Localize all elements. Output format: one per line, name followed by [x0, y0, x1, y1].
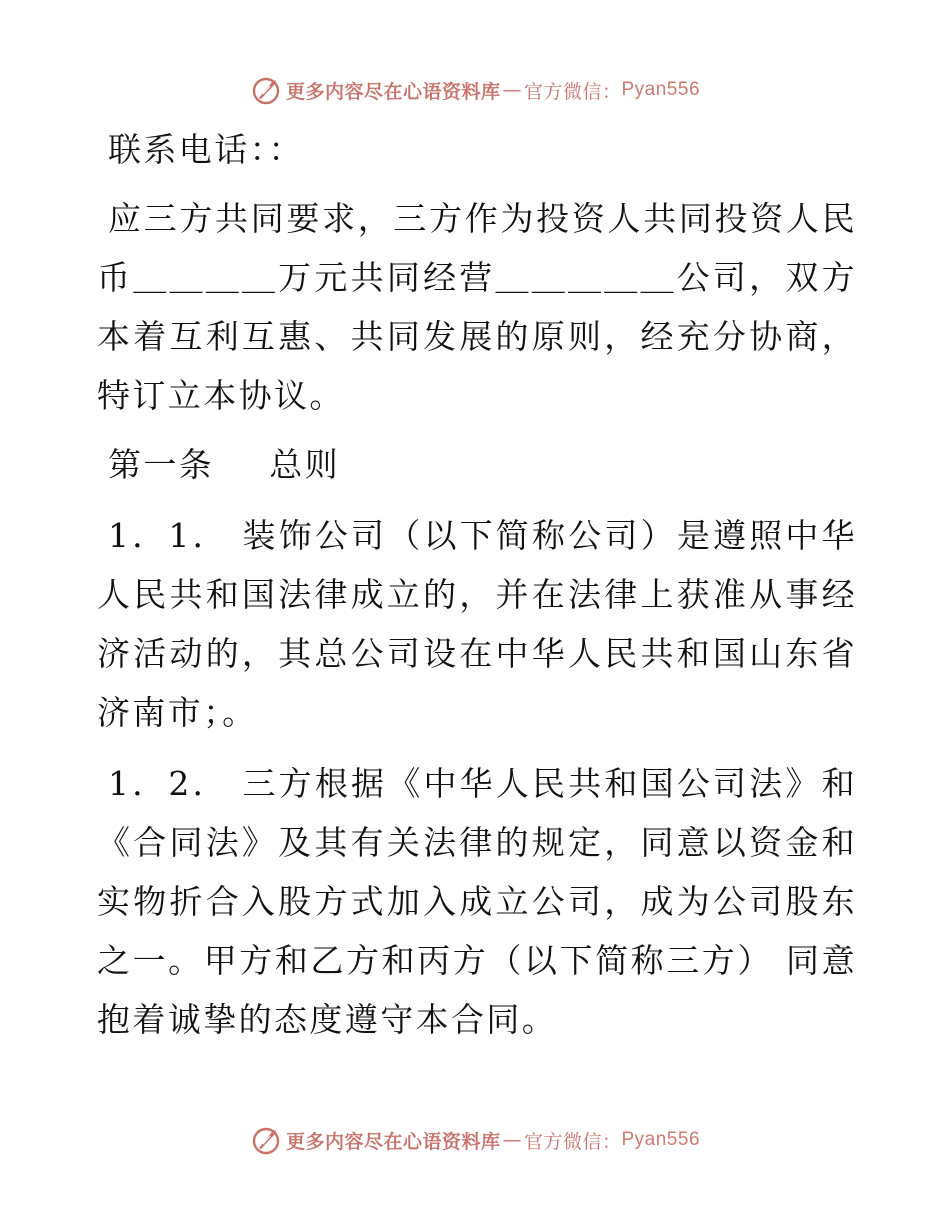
article-title: 总则	[269, 445, 341, 484]
intro-paragraph: 应三方共同要求，三方作为投资人共同投资人民币＿＿＿＿万元共同经营＿＿＿＿＿公司，双方本着互利互惠、共同发展的原则，经充分协商，特订立本协议。	[97, 199, 857, 415]
watermark-footer	[0, 1120, 950, 1160]
article-number: 第一条	[108, 445, 215, 484]
watermark-wechat-label: 官方微信：	[523, 80, 622, 103]
quill-pen-logo-icon	[250, 74, 282, 106]
clause-number: 1．1．	[108, 516, 229, 555]
watermark-wechat-id: Pyan556	[621, 1129, 701, 1150]
clause-number: 1．2．	[108, 764, 229, 803]
clause-1-2	[97, 754, 857, 1049]
watermark-site: 更多内容尽在心语资料库	[285, 80, 501, 103]
watermark-wechat-id: Pyan556	[621, 79, 701, 100]
phone-line: 联系电话：：	[108, 130, 304, 169]
article-heading	[97, 435, 857, 494]
watermark-separator: —	[502, 1129, 522, 1151]
clause-1-1	[97, 506, 857, 742]
clause-text: 三方根据《中华人民共和国公司法》和《合同法》及其有关法律的规定，同意以资金和实物折合入股方式加入成立公司，成为公司股东之一。甲方和乙方和丙方（以下简称三方） 同意抱着诚挚的态度遵守本合同。	[97, 764, 857, 1039]
document-body	[97, 120, 857, 1049]
quill-pen-logo-icon	[250, 1124, 282, 1156]
watermark-wechat-label: 官方微信：	[523, 1130, 622, 1153]
watermark-separator: —	[502, 79, 522, 101]
clause-text: 装饰公司（以下简称公司）是遵照中华人民共和国法律成立的，并在法律上获准从事经济活动的，其总公司设在中华人民共和国山东省济南市；。	[97, 516, 857, 732]
watermark-site: 更多内容尽在心语资料库	[285, 1130, 501, 1153]
watermark-header	[0, 70, 950, 110]
